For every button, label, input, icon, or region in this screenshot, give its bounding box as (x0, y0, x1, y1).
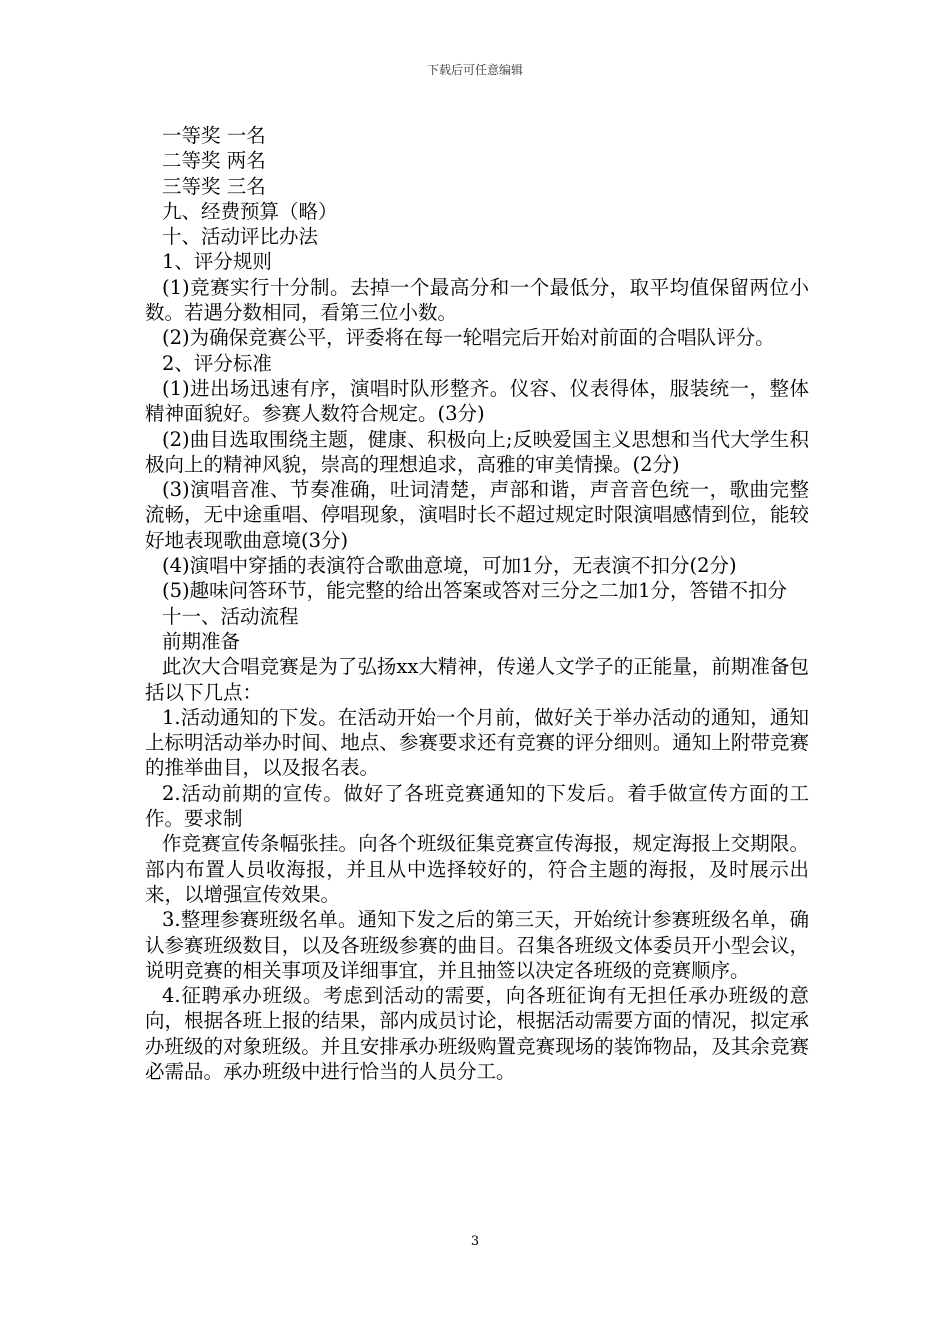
page-header: 下载后可任意编辑 (426, 63, 523, 77)
subheading-scoring-rules: 1、评分规则 (162, 250, 272, 274)
scoring-criterion-5: (5)趣味问答环节，能完整的给出答案或答对三分之二加1分，答错不扣分 (162, 579, 788, 603)
award-third: 三等奖 三名 (162, 174, 266, 198)
award-first: 一等奖 一名 (162, 124, 266, 147)
scoring-criterion-2: (2)曲目选取围绕主题，健康、积极向上;反映爱国主义思想和当代大学生积极向上的精神风貌，崇高的理想追求，高雅的审美情操。(2分) (145, 427, 809, 476)
scoring-rule-2: (2)为确保竞赛公平，评委将在每一轮唱完后开始对前面的合唱队评分。 (162, 326, 775, 350)
section-heading-budget: 九、经费预算（略） (162, 199, 338, 223)
scoring-criterion-1: (1)进出场迅速有序，演唱时队形整齐。仪容、仪表得体，服装统一，整体精神面貌好。参赛人数符合规定。(3分) (145, 376, 809, 426)
scoring-criterion-4: (4)演唱中穿插的表演符合歌曲意境，可加1分，无表演不扣分(2分) (162, 554, 737, 578)
section-heading-process: 十一、活动流程 (162, 604, 299, 628)
preparation-intro: 此次大合唱竞赛是为了弘扬xx大精神，传递人文学子的正能量，前期准备包括以下几点： (145, 655, 809, 704)
page-number: 3 (470, 1234, 480, 1249)
award-second: 二等奖 两名 (162, 149, 266, 173)
section-heading-evaluation: 十、活动评比办法 (162, 225, 319, 249)
preparation-item-3: 3.整理参赛班级名单。通知下发之后的第三天，开始统计参赛班级名单，确认参赛班级数目，以及各班级参赛的曲目。召集各班级文体委员开小型会议，说明竞赛的相关事项及详细事宜，并且抽签以决定各班级的竞赛顺序。 (145, 908, 809, 982)
preparation-item-4: 4.征聘承办班级。考虑到活动的需要，向各班征询有无担任承办班级的意向，根据各班上报的结果，部内成员讨论，根据活动需要方面的情况，拟定承办班级的对象班级。并且安排承办班级购置竞赛现场的装饰物品，及其余竞赛必需品。承办班级中进行恰当的人员分工。 (145, 984, 809, 1083)
scoring-rule-1: (1)竞赛实行十分制。去掉一个最高分和一个最低分，取平均值保留两位小数。若遇分数相同，看第三位小数。 (145, 275, 809, 325)
subheading-scoring-criteria: 2、评分标准 (162, 351, 272, 375)
preparation-item-1: 1.活动通知的下发。在活动开始一个月前，做好关于举办活动的通知，通知上标明活动举办时间、地点、参赛要求还有竞赛的评分细则。通知上附带竞赛的推举曲目，以及报名表。 (145, 705, 809, 780)
document-body (145, 123, 809, 1084)
subheading-preparation: 前期准备 (162, 629, 241, 653)
preparation-item-2: 2.活动前期的宣传。做好了各班竞赛通知的下发后。着手做宣传方面的工作。要求制 (145, 781, 809, 831)
scoring-criterion-3: (3)演唱音准、节奏准确，吐词清楚，声部和谐，声音音色统一，歌曲完整流畅，无中途重唱、停唱现象，演唱时长不超过规定时限演唱感情到位，能较好地表现歌曲意境(3分) (145, 478, 809, 552)
preparation-item-2-continued: 作竞赛宣传条幅张挂。向各个班级征集竞赛宣传海报，规定海报上交期限。部内布置人员收海报，并且从中选择较好的，符合主题的海报，及时展示出来，以增强宣传效果。 (145, 832, 809, 906)
